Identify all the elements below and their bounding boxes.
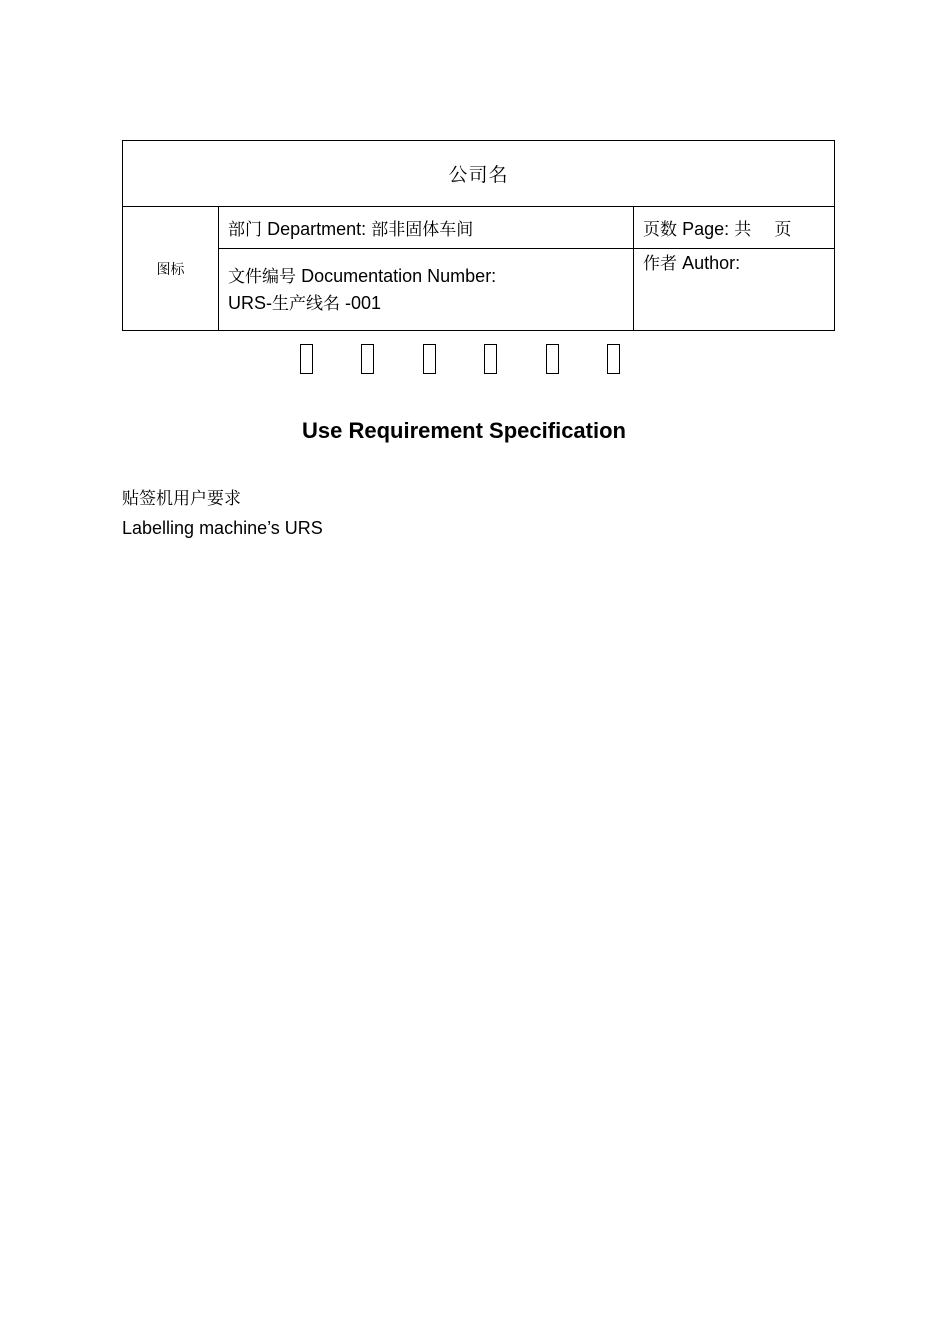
author-label-cn: 作者 bbox=[643, 254, 677, 274]
page-label-en: Page: bbox=[682, 219, 730, 239]
docnum-value-suffix: -001 bbox=[340, 293, 382, 313]
docnum-value-cn: 生产线名 bbox=[272, 294, 340, 314]
document-title: Use Requirement Specification bbox=[302, 418, 626, 443]
missing-glyph-box bbox=[361, 344, 374, 374]
docnum-label-cn: 文件编号 bbox=[228, 267, 296, 287]
subject-cn: 贴签机用户要求 bbox=[122, 489, 241, 509]
department-label-cn: 部门 bbox=[228, 220, 262, 240]
department-value: 部非固体车间 bbox=[371, 220, 474, 240]
missing-glyph-title-row bbox=[300, 340, 620, 380]
missing-glyph-box bbox=[300, 344, 313, 374]
department-label-en: Department: bbox=[267, 219, 367, 239]
missing-glyph-box bbox=[484, 344, 497, 374]
docnum-label-line bbox=[228, 263, 633, 290]
missing-glyph-box bbox=[607, 344, 620, 374]
document-header-table bbox=[122, 140, 835, 331]
author-label-en: Author: bbox=[682, 253, 741, 273]
page-label-cn: 页数 bbox=[643, 220, 677, 240]
docnum-value-prefix: URS- bbox=[228, 293, 272, 313]
page-total-suffix: 页 bbox=[774, 220, 792, 240]
company-name: 公司名 bbox=[123, 141, 835, 207]
missing-glyph-box bbox=[423, 344, 436, 374]
page-total-prefix: 共 bbox=[734, 220, 752, 240]
department-cell bbox=[219, 207, 634, 249]
author-cell bbox=[634, 249, 835, 331]
logo-placeholder: 图标 bbox=[123, 207, 219, 331]
missing-glyph-box bbox=[546, 344, 559, 374]
docnum-label-en: Documentation Number: bbox=[301, 266, 497, 286]
documentation-number-cell bbox=[219, 249, 634, 331]
page-count-cell bbox=[634, 207, 835, 249]
docnum-value-line bbox=[228, 290, 633, 317]
subject-en: Labelling machine’s URS bbox=[122, 518, 323, 538]
